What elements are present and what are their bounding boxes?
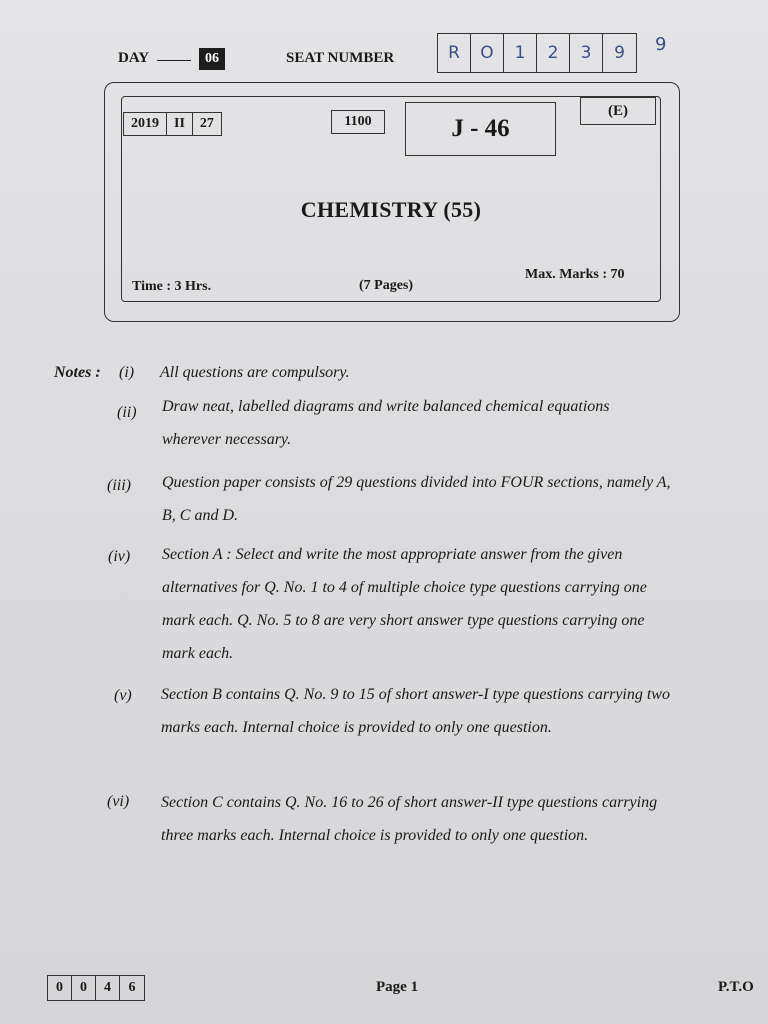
note-number: (vi) [107,793,130,810]
day-label: DAY [118,50,150,66]
exam-code-session: II [167,113,193,135]
note-number: (iii) [107,477,131,494]
seat-digit: 3 [570,34,603,72]
footer-code-digit: 0 [72,976,96,1000]
seat-digit: 1 [504,34,537,72]
note-number: (v) [114,687,132,704]
footer-code-digit: 4 [96,976,120,1000]
pto-label: P.T.O [718,979,754,995]
max-marks: Max. Marks : 70 [525,267,625,282]
seat-number-boxes [437,33,637,73]
day-value: 06 [199,48,225,70]
exam-code-boxes [123,112,222,136]
seat-extra-digit: 9 [655,34,667,55]
note-text-content: All questions are compulsory. [160,364,350,381]
language-code: (E) [580,97,656,125]
note-number: (i) [119,364,135,381]
day-dash [157,60,191,61]
note-number: (iv) [108,548,131,565]
notes-title: Notes : [54,364,101,381]
subject-title: CHEMISTRY (55) [300,197,482,222]
note-number: (ii) [117,404,137,421]
note-text: Section C contains Q. No. 16 to 26 of short answer-II type questions carrying three marks each. Internal choice is provided to only one question. [161,794,658,844]
paper-code: J - 46 [405,102,556,156]
exam-code-year: 2019 [124,113,167,135]
seat-digit: R [438,34,471,72]
note-text: Section A : Select and write the most appropriate answer from the given alternatives for Q. No. 1 to 4 of multiple choice type questions carrying one mark each. Q. No. 5 to 8 are very short answer type questions carrying one mark each. [162,546,647,662]
footer-code-boxes [47,975,145,1001]
footer-code-digit: 0 [48,976,72,1000]
exam-duration: Time : 3 Hrs. [132,279,212,294]
note-text [160,356,670,389]
exam-time-code: 1100 [331,110,385,134]
seat-digit: 2 [537,34,570,72]
seat-digit: O [471,34,504,72]
page-count: (7 Pages) [359,278,414,293]
seat-number-label: SEAT NUMBER [286,50,395,66]
exam-code-day: 27 [199,116,214,131]
footer-code-digit: 6 [128,980,136,995]
seat-digit: 9 [614,43,625,63]
note-text: Question paper consists of 29 questions divided into FOUR sections, namely A, B, C and D. [162,474,671,524]
page-number: Page 1 [376,979,419,995]
note-text: Draw neat, labelled diagrams and write balanced chemical equations wherever necessary. [162,398,610,448]
note-text: Section B contains Q. No. 9 to 15 of short answer-I type questions carrying two marks each. Internal choice is provided to only one question. [161,686,670,736]
